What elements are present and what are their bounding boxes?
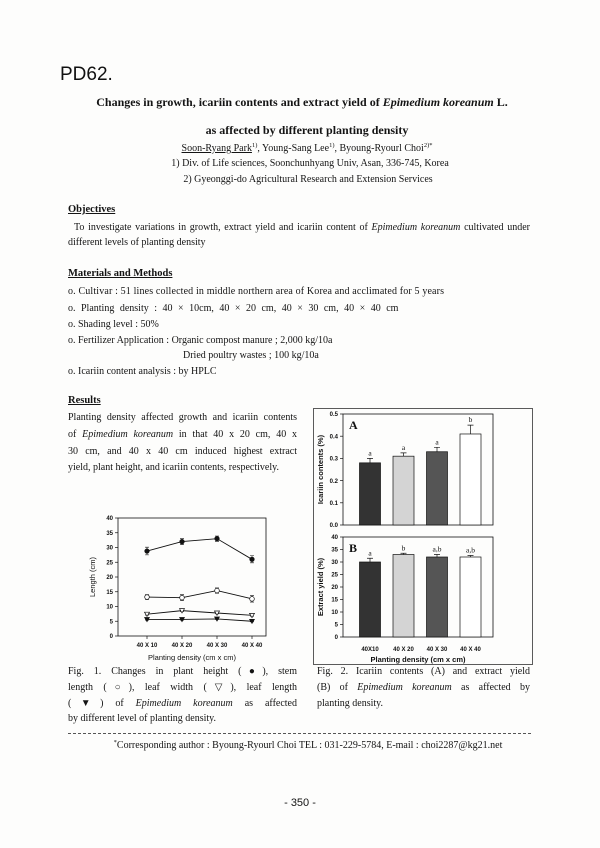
author-1: Soon-Ryang Park	[181, 143, 252, 154]
fig1-ytick-label: 10	[106, 604, 113, 611]
objectives-line-2: different levels of planting density	[68, 237, 206, 248]
fig1-ytick-label: 25	[106, 560, 113, 567]
method-item-planting-density: o. Planting density : 40 × 10cm, 40 × 20 cm, 40 × 30 cm, 40 × 40 cm	[68, 303, 399, 314]
author-1-affiliation: 1)	[251, 142, 258, 149]
fig2-y-axis-title: Extract yield (%)	[316, 557, 325, 617]
fig2-significance-letter: a	[368, 548, 372, 558]
fig2-bar	[360, 463, 381, 525]
fig2-caption-line-3: planting density.	[317, 698, 384, 709]
fig2-error-bar	[468, 425, 474, 434]
fig1-x-axis-title: Planting density (cm x cm)	[148, 653, 236, 662]
fig2-bar	[460, 434, 481, 525]
fig2-significance-letter: a	[401, 442, 406, 452]
fig2-caption-species: Epimedium koreanum	[357, 682, 452, 693]
fig1-xtick-label: 40 X 20	[171, 643, 193, 649]
fig2-ytick-label: 5	[334, 622, 338, 629]
method-item-shading: o. Shading level : 50%	[68, 319, 159, 330]
method-item-fertilizer: o. Fertilizer Application : Organic compost manure ; 2,000 kg/10a	[68, 335, 333, 346]
fig1-caption-species: Epimedium koreanum	[135, 698, 233, 709]
fig2-significance-letter: a,b	[432, 544, 442, 554]
results-line-4: yield, plant height, and icariin contents, respectively.	[68, 462, 279, 473]
author-separator: ,	[334, 143, 340, 154]
fig1-y-axis-title: Length (cm)	[88, 556, 97, 598]
figure-1-line-chart	[88, 508, 278, 666]
methods-heading: Materials and Methods	[68, 268, 173, 279]
results-text: in that 40 x 20 cm, 40 x	[173, 429, 297, 440]
fig2-ytick-label: 0.4	[329, 434, 338, 441]
fig1-point-open-circle	[250, 597, 255, 602]
author-list	[0, 143, 600, 155]
footnote-text: Corresponding author : Byoung-Ryourl Choi TEL : 031-229-5784, E-mail : choi2287@kg21.net	[116, 740, 503, 751]
fig2-ytick-label: 35	[331, 547, 338, 554]
fig1-ytick-label: 0	[109, 634, 113, 641]
fig2-xtick-label: 40X10	[361, 647, 379, 653]
fig2-bar	[427, 557, 448, 637]
fig1-caption-line-3	[68, 698, 297, 710]
fig2-bar	[393, 456, 414, 525]
fig2-ytick-label: 40	[331, 535, 338, 542]
fig2-x-axis-title: Planting density (cm x cm)	[370, 655, 466, 664]
results-text: of	[68, 429, 83, 440]
fig2-ytick-label: 0.2	[329, 478, 338, 485]
page-number: - 350 -	[284, 797, 316, 809]
fig2-xtick-label: 40 X 40	[460, 647, 481, 653]
objectives-text: cultivated under	[460, 222, 530, 233]
objectives-line-1	[74, 222, 530, 234]
title-line-1	[0, 95, 600, 110]
objectives-species: Epimedium koreanum	[371, 222, 461, 233]
fig2-significance-letter: a	[368, 448, 372, 458]
author-2: Young-Sang Lee	[262, 143, 330, 154]
fig2-caption-text: as affected by	[451, 682, 530, 693]
fig1-ytick-label: 35	[106, 530, 113, 537]
footnote-mark: *	[113, 739, 117, 746]
results-species: Epimedium koreanum	[82, 429, 174, 440]
fig2-ytick-label: 20	[331, 585, 338, 592]
fig1-xtick-label: 40 X 40	[241, 643, 263, 649]
author-separator: ,	[257, 143, 263, 154]
fig2-ytick-label: 10	[331, 610, 338, 617]
fig2-y-axis-title: Icariin contents (%)	[316, 434, 325, 505]
fig2-error-bar	[434, 555, 440, 558]
affiliation-1: 1) Div. of Life sciences, Soonchunhyang Univ, Asan, 336-745, Korea	[171, 158, 449, 169]
results-line-3: 30 cm, and 40 x 40 cm induced highest extract	[68, 446, 297, 457]
author-2-affiliation: 1)	[329, 142, 335, 149]
fig1-caption-line-4: by different level of planting density.	[68, 713, 217, 724]
fig2-ytick-label: 0.0	[329, 523, 338, 530]
fig1-caption-text: as affected	[232, 698, 297, 709]
fig2-significance-letter: b	[468, 415, 473, 425]
fig2-error-bar	[367, 458, 373, 462]
fig1-point-open-circle	[180, 595, 185, 600]
fig2-bar	[427, 452, 448, 525]
fig1-point-filled-circle	[250, 557, 255, 562]
figure-2-bar-chart	[313, 408, 533, 665]
author-3: Byoung-Ryourl Choi	[339, 143, 424, 154]
fig2-ytick-label: 0	[334, 635, 338, 642]
fig1-series-line	[147, 591, 252, 599]
footnote-separator	[68, 733, 531, 734]
fig1-series-line	[147, 619, 252, 621]
method-item-cultivar: o. Cultivar : 51 lines collected in middle northern area of Korea and acclimated for 5 years	[68, 286, 445, 297]
title-suffix: L.	[493, 95, 508, 109]
fig1-ytick-label: 15	[106, 589, 113, 596]
fig2-error-bar	[434, 447, 440, 451]
fig2-ytick-label: 25	[331, 572, 338, 579]
fig1-plot-frame	[118, 518, 266, 636]
fig2-panel-label: A	[349, 418, 358, 432]
results-line-2	[68, 429, 297, 441]
fig1-series-line	[147, 611, 252, 616]
fig2-significance-letter: a,b	[466, 545, 475, 555]
objectives-heading: Objectives	[68, 204, 116, 215]
results-heading: Results	[68, 395, 101, 406]
fig1-ytick-label: 5	[109, 619, 113, 626]
fig2-ytick-label: 0.1	[329, 501, 338, 507]
fig1-point-filled-circle	[180, 539, 185, 544]
fig2-ytick-label: 15	[331, 597, 338, 604]
fig2-ytick-label: 0.5	[329, 412, 338, 419]
fig1-point-filled-circle	[145, 549, 150, 554]
fig2-xtick-label: 40 X 20	[393, 647, 414, 653]
title-line-2: as affected by different planting density	[205, 123, 409, 137]
fig1-point-filled-circle	[215, 536, 220, 541]
fig2-xtick-label: 40 X 30	[426, 647, 448, 653]
fig2-bar	[360, 562, 381, 637]
fig1-caption-text: (▼) of	[68, 698, 136, 709]
fig1-ytick-label: 30	[106, 545, 113, 552]
fig2-caption-text: (B) of	[317, 682, 358, 693]
fig1-series-line	[147, 539, 252, 560]
results-line-1: Planting density affected growth and icariin contents	[68, 412, 297, 423]
title-species: Epimedium koreanum	[382, 95, 494, 109]
fig2-panel-label: B	[349, 541, 358, 555]
fig2-significance-letter: b	[401, 543, 406, 553]
objectives-text: To investigate variations in growth, extract yield and icariin content of	[74, 222, 372, 233]
fig1-caption-line-1: Fig. 1. Changes in plant height (●), stem	[68, 666, 297, 677]
fig1-point-open-circle	[145, 595, 150, 600]
fig2-bar	[393, 555, 414, 638]
method-item-analysis: o. Icariin content analysis : by HPLC	[68, 366, 217, 377]
fig2-significance-letter: a	[435, 437, 439, 447]
fig1-ytick-label: 20	[106, 575, 113, 582]
method-item-fertilizer-2: Dried poultry wastes ; 100 kg/10a	[183, 350, 319, 361]
fig2-error-bar	[367, 558, 373, 562]
title-text: Changes in growth, icariin contents and extract yield of	[96, 95, 383, 109]
fig2-bar	[460, 557, 481, 637]
fig1-caption-line-2: length (○), leaf width (▽), leaf length	[68, 682, 297, 693]
fig1-xtick-label: 40 X 30	[206, 643, 228, 649]
footnote	[0, 740, 600, 752]
fig2-caption-line-2	[317, 682, 530, 694]
abstract-code: PD62.	[60, 64, 113, 85]
fig2-frame	[314, 409, 533, 665]
fig1-xtick-label: 40 X 10	[136, 643, 158, 649]
fig2-ytick-label: 30	[331, 560, 338, 567]
fig2-ytick-label: 0.3	[329, 456, 338, 463]
fig1-ytick-label: 40	[106, 516, 113, 523]
affiliation-2: 2) Gyeonggi-do Agricultural Research and Extension Services	[183, 174, 433, 185]
fig1-point-open-circle	[215, 588, 220, 593]
author-3-affiliation: 2)*	[423, 142, 433, 149]
fig2-caption-line-1: Fig. 2. Icariin contents (A) and extract yield	[317, 666, 530, 677]
fig2-error-bar	[401, 453, 407, 456]
